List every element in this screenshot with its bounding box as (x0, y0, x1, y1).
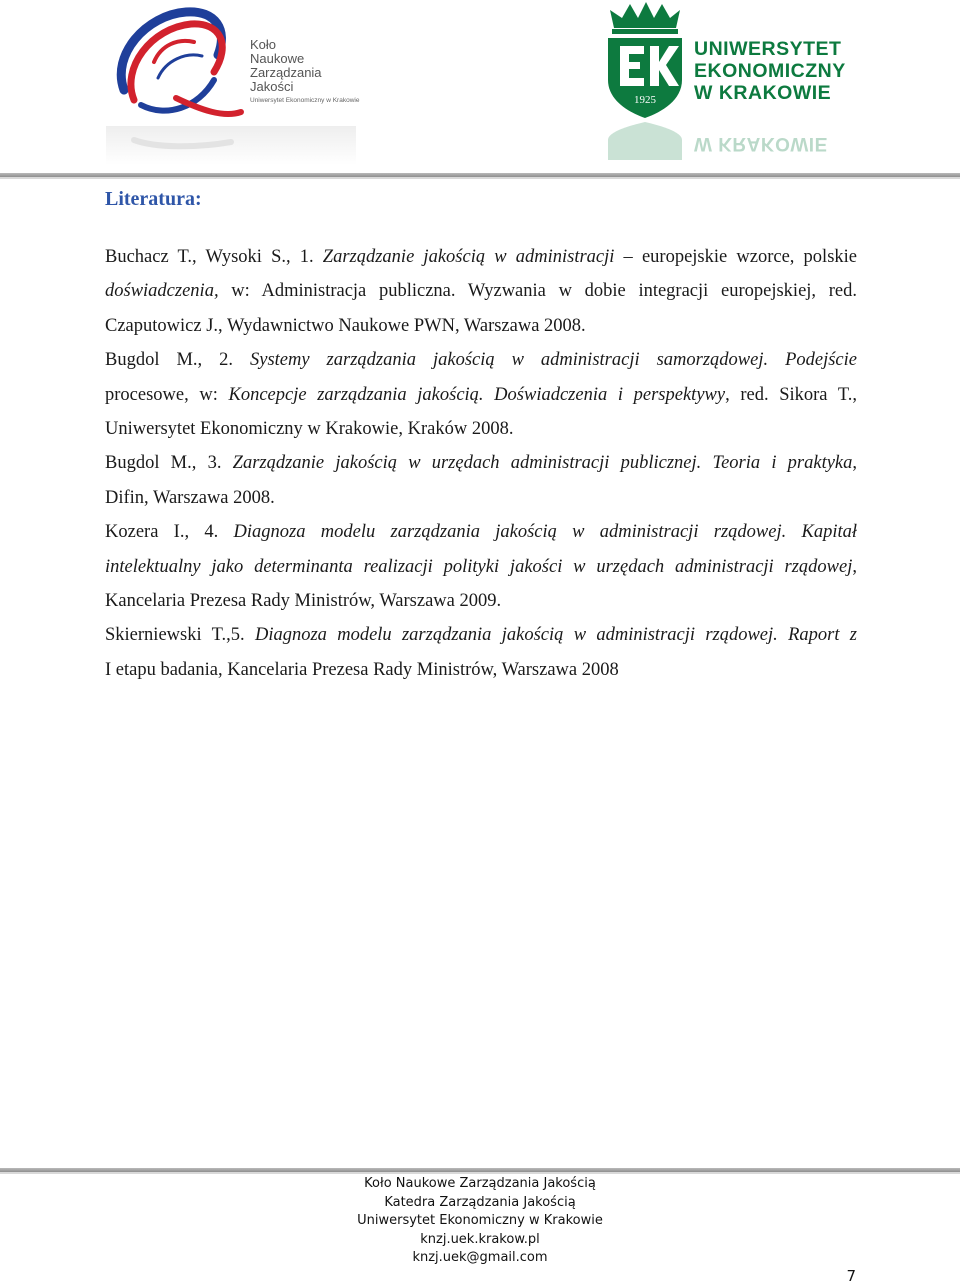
footer-rule-shadow (0, 1172, 960, 1174)
reference-line: doświadczenia, w: Administracja publiczna. Wyzwania w dobie integracji europejskiej, red. (105, 281, 857, 302)
uek-name-line: W KRAKOWIE (694, 82, 832, 104)
uek-name-line: EKONOMICZNY (694, 60, 846, 82)
uek-name-line: UNIWERSYTET (694, 38, 842, 60)
reference-line: Difin, Warszawa 2008. (105, 487, 275, 508)
page-footer (0, 1175, 960, 1268)
page-header (0, 0, 960, 180)
reference-line: procesowe, w: Koncepcje zarządzania jakością. Doświadczenia i perspektywy, red. Sikora T., (105, 384, 857, 405)
reference-list (105, 240, 857, 687)
uek-crest-icon (600, 0, 690, 160)
page-number: 7 (846, 1267, 856, 1285)
reference-line: Bugdol M., 3. Zarządzanie jakością w urzędach administracji publicznej. Teoria i praktyka, (105, 453, 857, 474)
header-rule-shadow (0, 177, 960, 179)
uek-name-reflection: W KRAKOWIE (694, 133, 828, 154)
knzj-logo-name (250, 38, 322, 94)
footer-line: Koło Naukowe Zarządzania Jakością (364, 1176, 596, 1191)
uek-name (694, 38, 846, 104)
reference-line: I etapu badania, Kancelaria Prezesa Rady Ministrów, Warszawa 2008 (105, 659, 619, 680)
footer-line: Katedra Zarządzania Jakością (384, 1194, 576, 1210)
footer-website[interactable]: knzj.uek.krakow.pl (420, 1231, 540, 1247)
reference-line: Bugdol M., 2. Systemy zarządzania jakością w administracji samorządowej. Podejście (105, 350, 857, 371)
reference-line: Buchacz T., Wysoki S., 1. Zarządzanie jakością w administracji – europejskie wzorce, polskie (105, 247, 857, 267)
knzj-logo (106, 0, 360, 165)
reference-line: Kancelaria Prezesa Rady Ministrów, Warszawa 2009. (105, 590, 502, 611)
reference-line: Czaputowicz J., Wydawnictwo Naukowe PWN, Warszawa 2008. (105, 315, 586, 336)
section-title: Literatura: (105, 188, 202, 210)
reference-line: Uniwersytet Ekonomiczny w Krakowie, Kraków 2008. (105, 418, 514, 439)
knzj-logo-line: Koło (250, 37, 277, 52)
uek-crest-year: 1925 (634, 94, 656, 106)
reference-line: Kozera I., 4. Diagnoza modelu zarządzania jakością w administracji rządowej. Kapitał (105, 522, 857, 543)
footer-line: Uniwersytet Ekonomiczny w Krakowie (357, 1213, 603, 1228)
reference-line: Skierniewski T.,5. Diagnoza modelu zarządzania jakością w administracji rządowej. Raport z (105, 625, 857, 646)
reference-line: intelektualny jako determinanta realizacji polityki jakości w urzędach administracji rządowej, (105, 556, 857, 577)
footer-email[interactable]: knzj.uek@gmail.com (412, 1250, 548, 1265)
knzj-logo-subtitle: Uniwersytet Ekonomiczny w Krakowie (250, 97, 360, 104)
uek-logo (600, 0, 870, 160)
knzj-logo-line: Zarządzania (250, 65, 322, 80)
knzj-logo-line: Jakości (250, 79, 294, 94)
knzj-logo-line: Naukowe (250, 51, 305, 66)
